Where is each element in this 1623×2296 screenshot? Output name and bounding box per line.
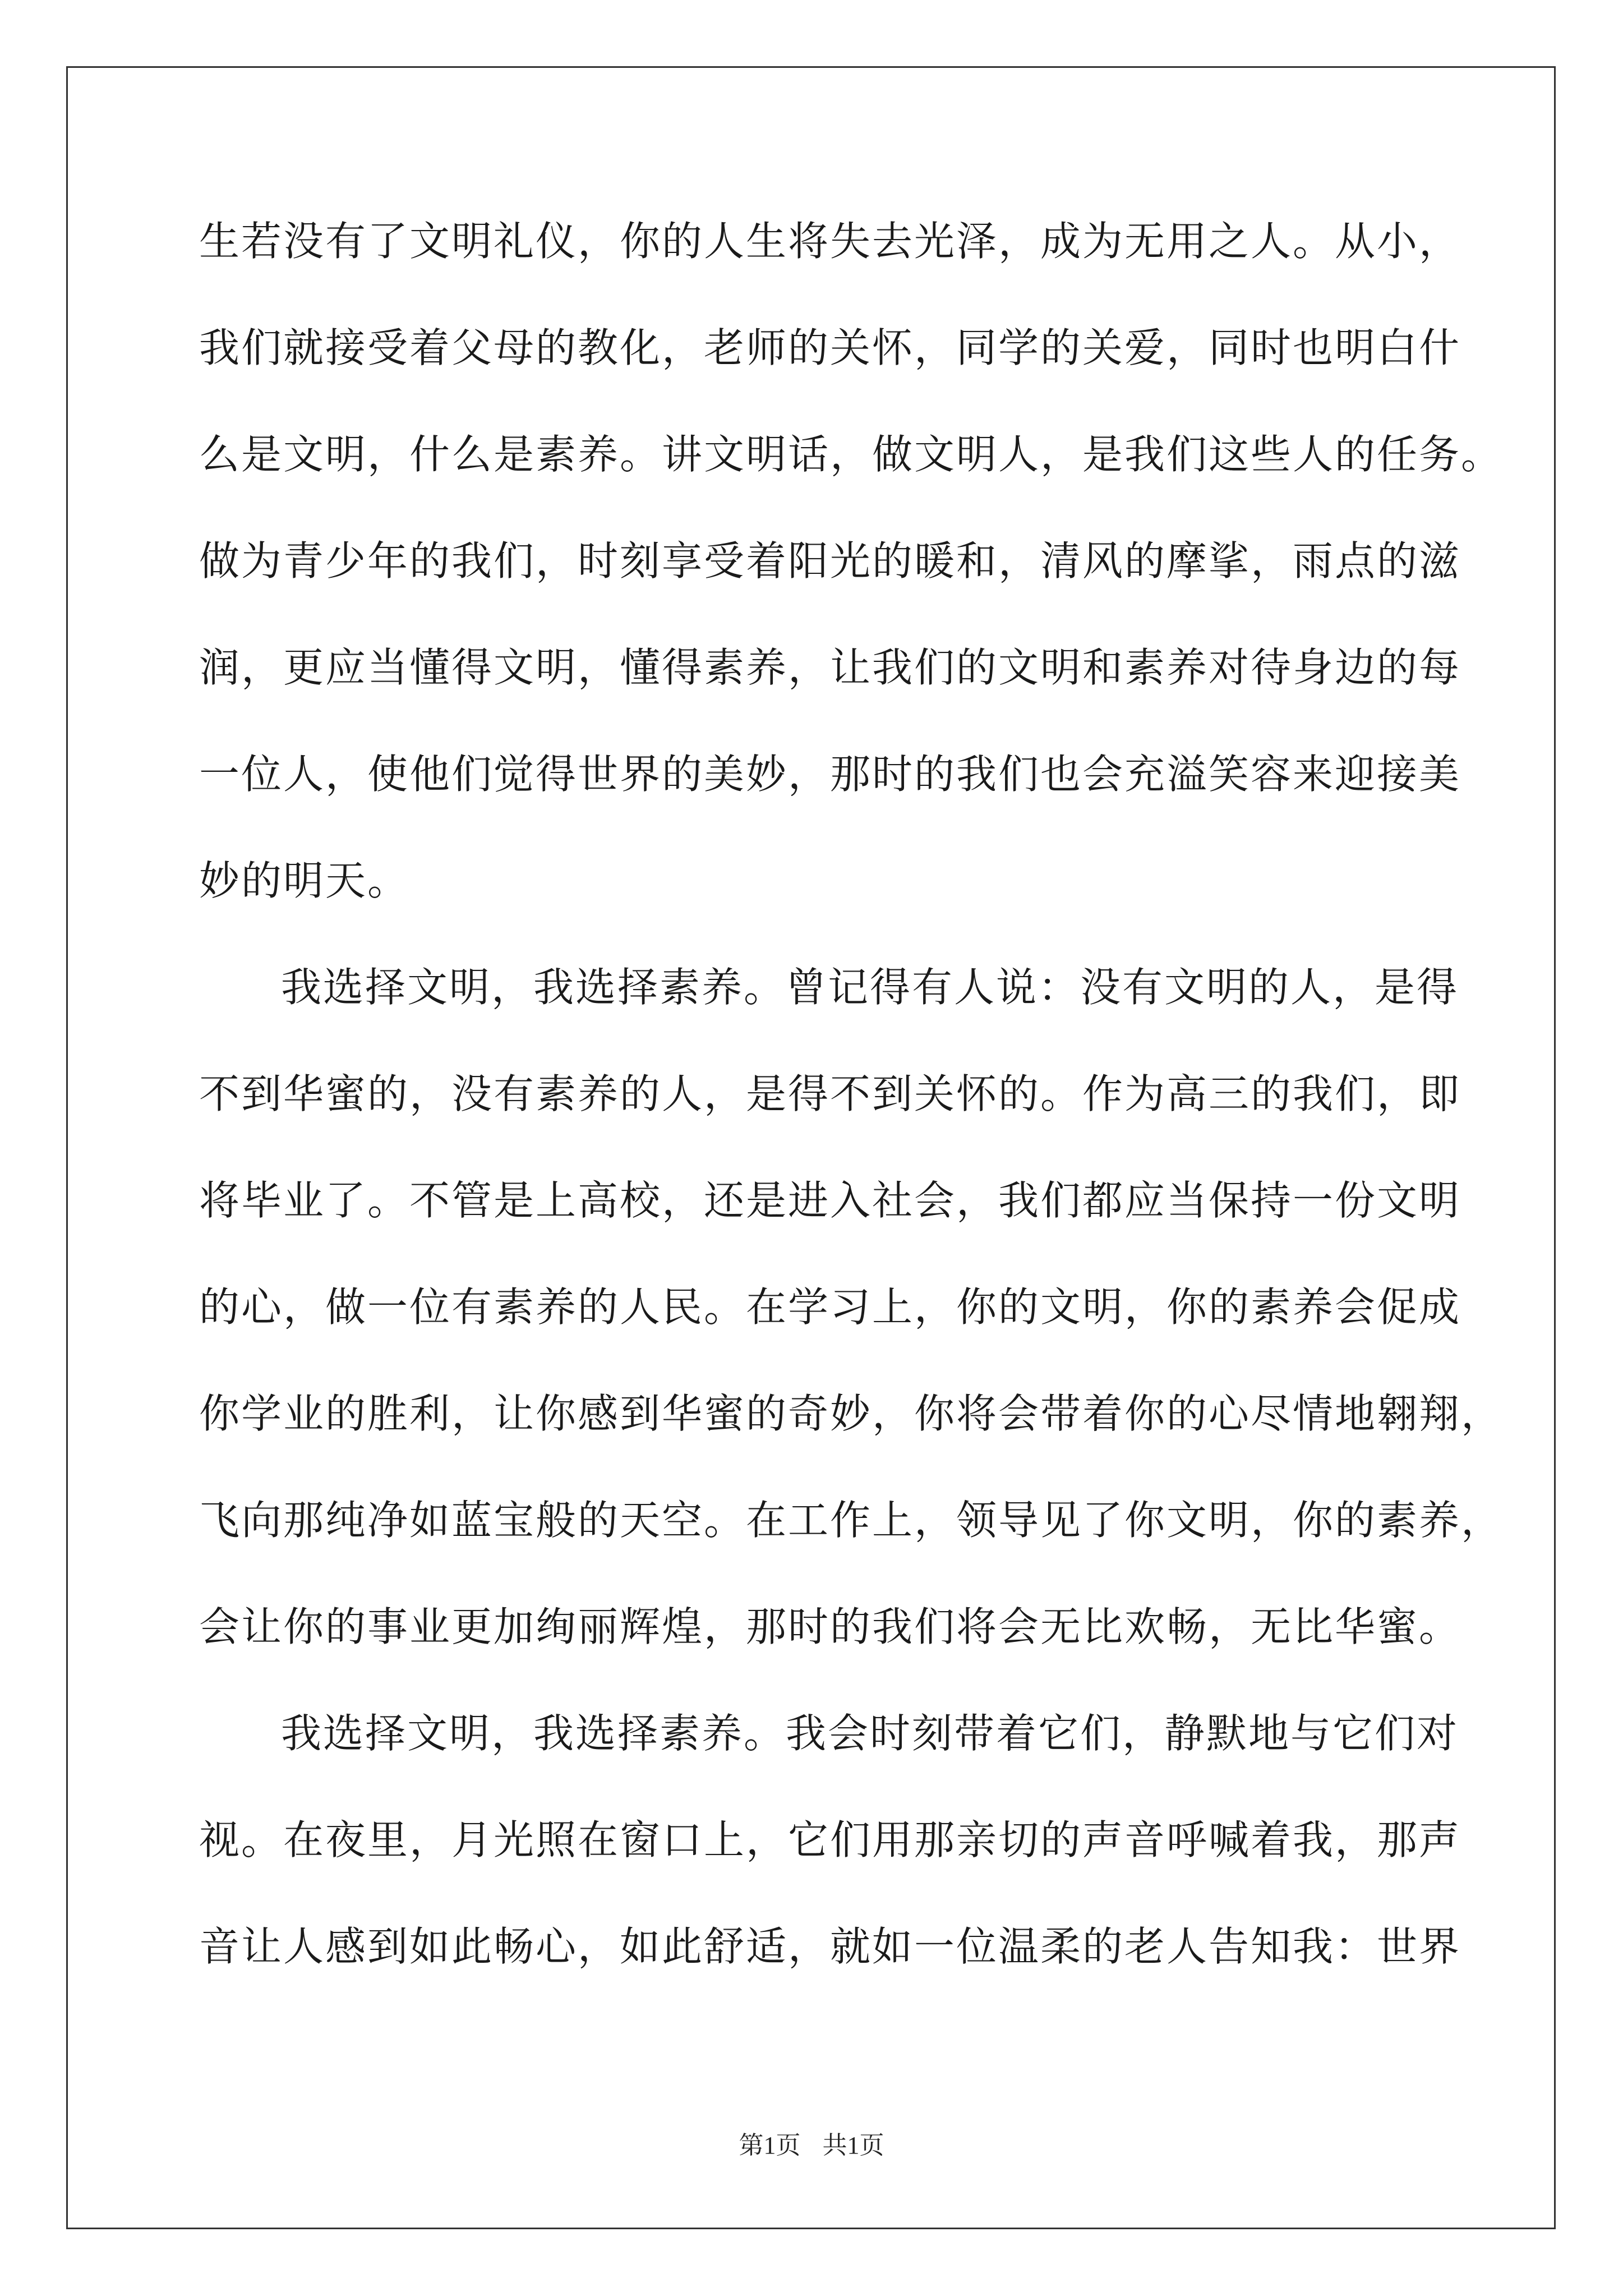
text-line: 润，更应当懂得文明，懂得素养，让我们的文明和素养对待身边的每 xyxy=(199,644,1461,691)
text-line: 我选择文明，我选择素养。我会时刻带着它们，静默地与它们对 xyxy=(281,1710,1459,1757)
page-total: 共1页 xyxy=(822,2132,884,2159)
text-line: 我们就接受着父母的教化，老师的关怀，同学的关爱，同时也明白什 xyxy=(199,324,1461,371)
text-line: 我选择文明，我选择素养。曾记得有人说：没有文明的人，是得 xyxy=(281,964,1459,1011)
text-line: 视。在夜里，月光照在窗口上，它们用那亲切的声音呼喊着我，那声 xyxy=(199,1816,1461,1864)
text-line: 你学业的胜利，让你感到华蜜的奇妙，你将会带着你的心尽情地翱翔， xyxy=(199,1390,1504,1437)
text-line: 一位人，使他们觉得世界的美妙，那时的我们也会充溢笑容来迎接美 xyxy=(199,751,1461,798)
page-footer xyxy=(0,2129,1623,2162)
page-number: 第1页 xyxy=(739,2132,801,2159)
text-line: 不到华蜜的，没有素养的人，是得不到关怀的。作为高三的我们，即 xyxy=(199,1070,1461,1117)
text-line: 做为青少年的我们，时刻享受着阳光的暖和，清风的摩挲，雨点的滋 xyxy=(199,537,1461,585)
text-line: 妙的明天。 xyxy=(199,857,410,904)
text-line: 将毕业了。不管是上高校，还是进入社会，我们都应当保持一份文明 xyxy=(199,1177,1461,1224)
text-line: 会让你的事业更加绚丽辉煌，那时的我们将会无比欢畅，无比华蜜。 xyxy=(199,1603,1461,1650)
text-line: 的心，做一位有素养的人民。在学习上，你的文明，你的素养会促成 xyxy=(199,1283,1461,1331)
text-line: 飞向那纯净如蓝宝般的天空。在工作上，领导见了你文明，你的素养， xyxy=(199,1497,1504,1544)
text-line: 音让人感到如此畅心，如此舒适，就如一位温柔的老人告知我：世界 xyxy=(199,1923,1461,1970)
document-body xyxy=(199,210,1504,2022)
text-line: 么是文明，什么是素养。讲文明话，做文明人，是我们这些人的任务。 xyxy=(199,431,1504,478)
text-line: 生若没有了文明礼仪，你的人生将失去光泽，成为无用之人。从小， xyxy=(199,218,1461,265)
